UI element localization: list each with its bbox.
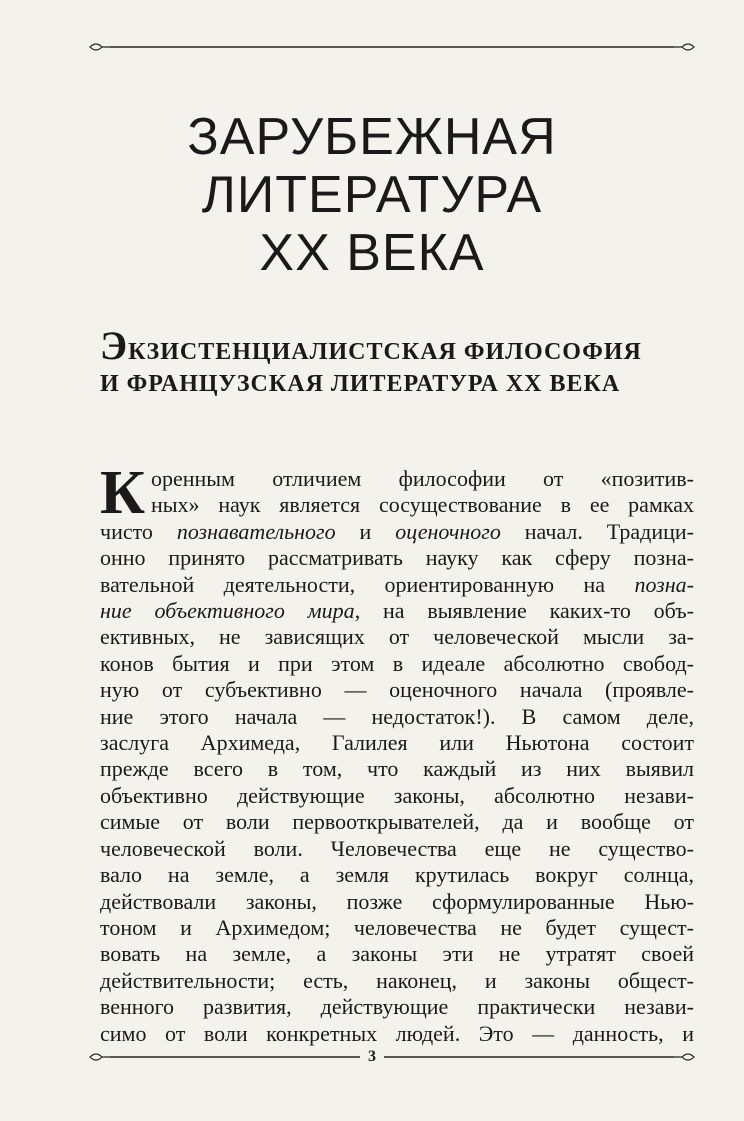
body-line-13: объективно действующие законы, абсолютно незави-	[100, 782, 694, 808]
top-ornament-rule	[88, 40, 696, 54]
body-line-3	[100, 519, 694, 545]
body-line-2: ных» наук является сосуществование в ее рамках	[150, 492, 694, 518]
book-title	[0, 108, 744, 282]
book-title-line-2: ЛИТЕРАТУРА	[201, 166, 543, 224]
body-line-5	[100, 572, 694, 598]
body-line-10: ние этого начала — недостаток!). В самом деле,	[100, 703, 694, 729]
body-line-8: конов бытия и при этом в идеале абсолютно свобод-	[100, 650, 694, 676]
body-line-12: прежде всего в том, что каждый из них выявил	[100, 756, 694, 782]
body-line-5-start: вательной деятельности, ориентированную на	[100, 571, 635, 597]
italic-cognition-start: позна-	[634, 571, 694, 597]
body-line-6	[100, 598, 694, 624]
drop-cap: К	[100, 459, 145, 527]
chapter-title-line-1-rest: КЗИСТЕНЦИАЛИСТСКАЯ ФИЛОСОФИЯ	[128, 339, 642, 365]
body-line-15: человеческой воли. Человечества еще не существо-	[100, 835, 694, 861]
body-line-22: симо от воли конкретных людей. Это — данность, и	[100, 1020, 694, 1046]
body-line-7: ективных, не зависящих от человеческой мысли за-	[100, 624, 694, 650]
body-line-21: венного развития, действующие практически незави-	[100, 994, 694, 1020]
body-line-11: заслуга Архимеда, Галилея или Ньютона состоит	[100, 730, 694, 756]
body-line-3-start: чисто	[100, 518, 177, 544]
book-title-line-3: XX ВЕКА	[259, 224, 485, 282]
body-line-17: действовали законы, позже сформулированные Нью-	[100, 888, 694, 914]
bottom-ornament-rule	[88, 1050, 696, 1064]
italic-cognitive: познавательного	[176, 518, 336, 544]
chapter-title-initial: Э	[100, 323, 129, 368]
chapter-title	[100, 323, 700, 400]
body-line-3-end: начал. Традици-	[500, 518, 694, 544]
body-line-1: оренным отличием философии от «позитив-	[150, 466, 694, 491]
italic-evaluative: оценочного	[395, 518, 501, 544]
body-text	[100, 459, 694, 1047]
body-line-19: вовать на земле, а законы эти не утратят своей	[100, 941, 694, 967]
body-line-14: симые от воли первооткрывателей, да и вообще от	[100, 809, 694, 835]
body-line-16: вало на земле, а земля крутилась вокруг солнца,	[100, 862, 694, 888]
chapter-title-line-2: И ФРАНЦУЗСКАЯ ЛИТЕРАТУРА XX ВЕКА	[100, 371, 621, 397]
book-title-line-1: ЗАРУБЕЖНАЯ	[187, 108, 557, 166]
chapter-title-line-1	[100, 323, 700, 368]
body-line-20: действительности; есть, наконец, и законы общест-	[100, 967, 694, 993]
italic-cognition-end: ние объективного мира	[100, 598, 355, 624]
body-line-3-mid: и	[335, 518, 396, 544]
body-line-9: ную от субъективно — оценочного начала (проявле-	[100, 677, 694, 703]
body-line-18: тоном и Архимедом; человечества не будет сущест-	[100, 914, 694, 940]
body-line-4: онно принято рассматривать науку как сферу позна-	[100, 545, 694, 571]
page-number: 3	[360, 1048, 384, 1066]
body-line-6-end: , на выявление каких-то объ-	[354, 598, 694, 624]
